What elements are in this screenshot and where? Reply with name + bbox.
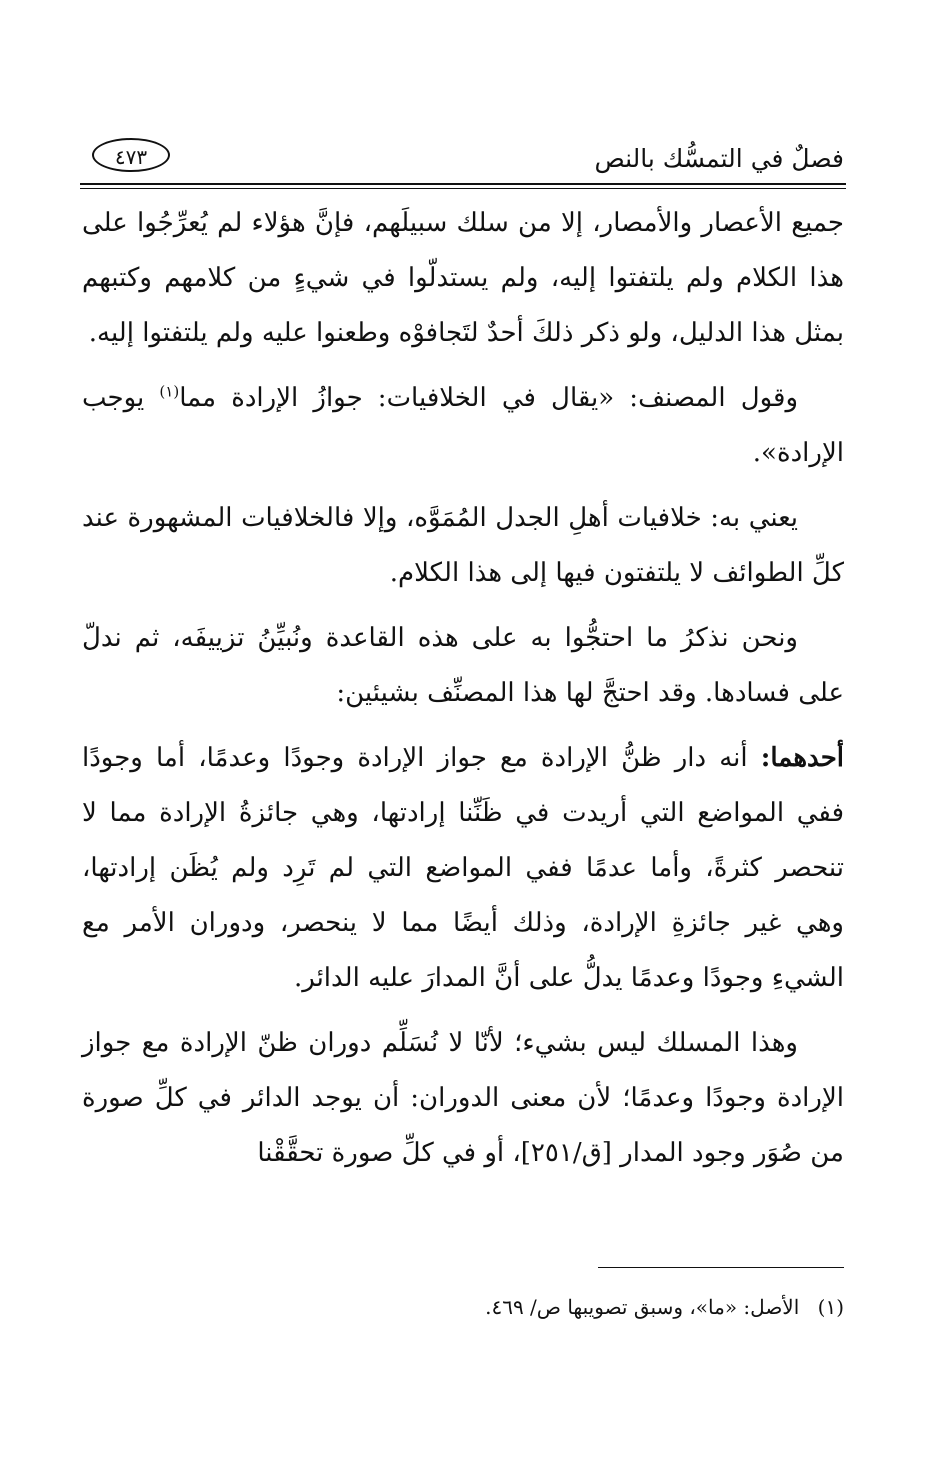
footnote-marker: (١)	[817, 1295, 844, 1319]
paragraph-1: جميع الأعصار والأمصار، إلا من سلك سبيلَهم، فإنَّ هؤلاء لم يُعرِّجُوا على هذا الكلام ولم يلتفتوا إليه، ولم يستدلّوا في شيءٍ من كلامهم وكتبهم بمثل هذا الدليل، ولو ذكر ذلكَ أحدٌ لتَجافوْه وطعنوا عليه ولم يلتفتوا إليه.	[82, 208, 844, 348]
paragraph-5-text: أنه دار ظنُّ الإرادة مع جواز الإرادة وجودًا وعدمًا، أما وجودًا ففي المواضع التي أريدت في ظَنِّنا إرادتها، وهي جائزةُ الإرادة مما لا تنحصر كثرةً، وأما عدمًا ففي المواضع التي لم تَرِد ولم يُظَن إرادتها، وهي غير جائزةِ الإرادة، وذلك أيضًا مما لا ينحصر، ودوران الأمر مع الشيءِ وجودًا وعدمًا يدلُّ على أنَّ المدارَ عليه الدائر.	[82, 743, 844, 993]
footnote-text: الأصل: «ما»، وسبق تصويبها ص/ ٤٦٩.	[485, 1295, 800, 1319]
paragraph-5-lead: أحدهما:	[760, 743, 844, 773]
page-header	[84, 138, 844, 186]
running-title: فصلٌ في التمسُّك بالنص	[594, 144, 844, 173]
page-number-badge: ٤٧٣	[92, 138, 170, 172]
paragraph-2-text-end: يوجب الإرادة».	[82, 383, 844, 468]
footnote-reference[interactable]: (١)	[159, 382, 180, 401]
paragraph-2-text: وقول المصنف: «يقال في الخلافيات: جوازُ الإرادة مما	[179, 383, 798, 413]
paragraph-5	[82, 731, 844, 1006]
paragraph-3: يعني به: خلافيات أهلِ الجدل المُمَوَّه، وإلا فالخلافيات المشهورة عند كلِّ الطوائف لا يلتفتون فيها إلى هذا الكلام.	[82, 503, 844, 588]
footnote	[82, 1292, 844, 1322]
paragraph-6: وهذا المسلك ليس بشيء؛ لأنّا لا نُسَلِّم دوران ظنّ الإرادة مع جواز الإرادة وجودًا وعدمًا؛ لأن معنى الدوران: أن يوجد الدائر في كلِّ صورة من صُوَر وجود المدار [ق/٢٥١]، أو في كلِّ صورة تحقَّقْنا	[82, 1028, 844, 1168]
header-rule	[80, 183, 846, 189]
body-text	[82, 196, 844, 1191]
paragraph-2	[82, 371, 844, 481]
footnote-separator	[598, 1267, 844, 1268]
paragraph-4: ونحن نذكرُ ما احتجُّوا به على هذه القاعدة ونُبيِّنُ تزييفَه، ثم ندلّ على فسادها. وقد احتجَّ لها هذا المصنِّف بشيئين:	[82, 623, 844, 708]
